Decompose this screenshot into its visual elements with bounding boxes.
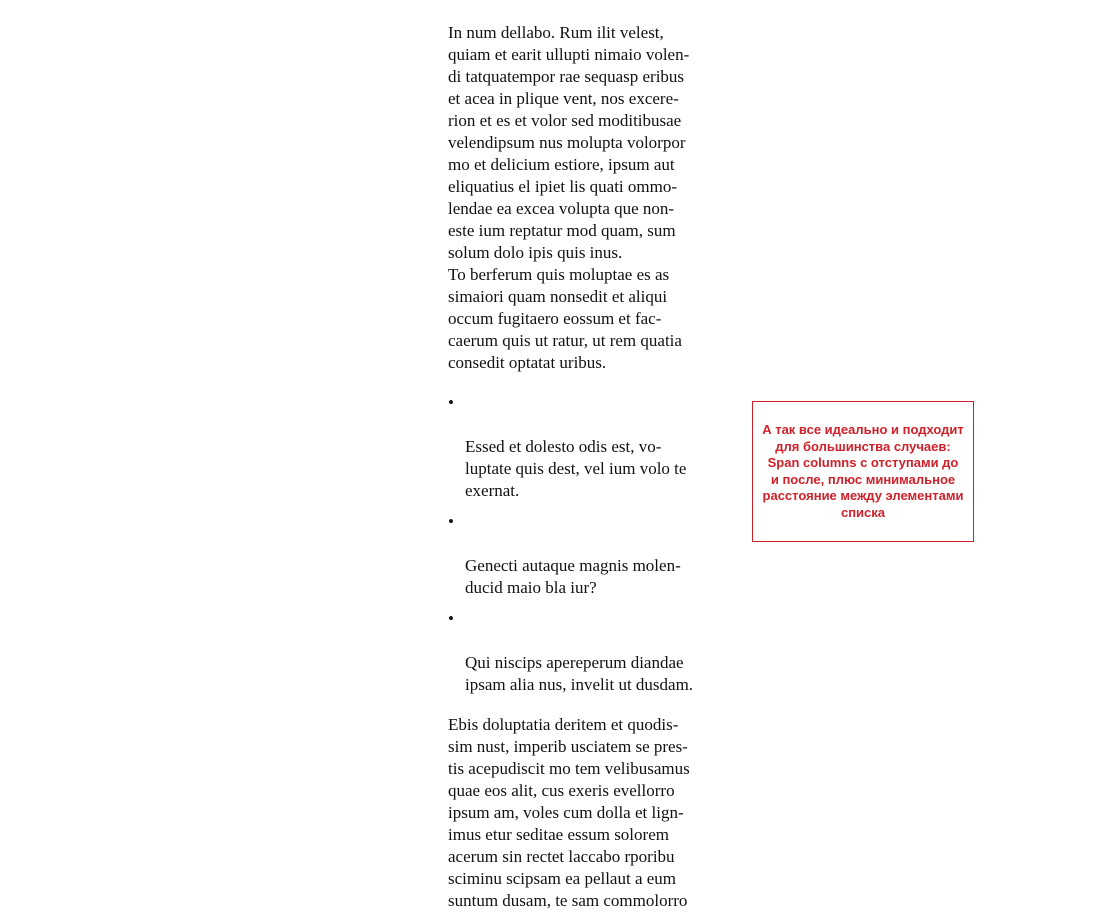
list-item: [448, 392, 720, 502]
bullet-list: [448, 392, 720, 696]
text-column: [448, 22, 720, 912]
bullet-icon: •: [448, 609, 454, 628]
bullet-icon: •: [448, 393, 454, 412]
annotation-text: А так все идеально и подходит для большинства случаев: Span columns с отступами до и после, плюс минимальное расстояние между элементами списка: [762, 422, 964, 520]
list-item: [448, 511, 720, 599]
annotation-box: [752, 401, 974, 542]
list-item-text: Essed et dolesto odis est, vo- luptate quis dest, vel ium volo te exernat.: [465, 437, 687, 500]
list-item: [448, 608, 720, 696]
list-item-text: Genecti autaque magnis molen- ducid maio bla iur?: [465, 556, 681, 597]
body-paragraph: In num dellabo. Rum ilit velest, quiam et earit ullupti nimaio volen- di tatquatempor rae sequasp eribus et acea in plique vent, nos excere- rion et es et volor sed moditibusae velendipsum nus molupta volorpor mo et delicium estiore, ipsum aut eliquatius el ipiet lis quati ommo- lendae ea excea volupta que non- este ium reptatur mod quam, sum solum dolo ipis quis inus.: [448, 23, 690, 262]
body-paragraph: To berferum quis moluptae es as simaiori quam nonsedit et aliqui occum fugitaero eossum et fac- caerum quis ut ratur, ut rem quatia consedit optatat uribus.: [448, 265, 682, 372]
bullet-icon: •: [448, 512, 454, 531]
list-item-text: Qui niscips apereperum diandae ipsam alia nus, invelit ut dusdam.: [465, 653, 694, 694]
body-paragraph: Ebis doluptatia deritem et quodis- sim nust, imperib usciatem se pres- tis acepudiscit mo tem velibusamus quae eos alit, cus exeris evellorro ipsum am, voles cum dolla et lign- imus etur seditae essum solorem acerum sin rectet laccabo rporibu sciminu scipsam ea pellaut a eum suntum dusam, te sam commolorro: [448, 715, 690, 910]
